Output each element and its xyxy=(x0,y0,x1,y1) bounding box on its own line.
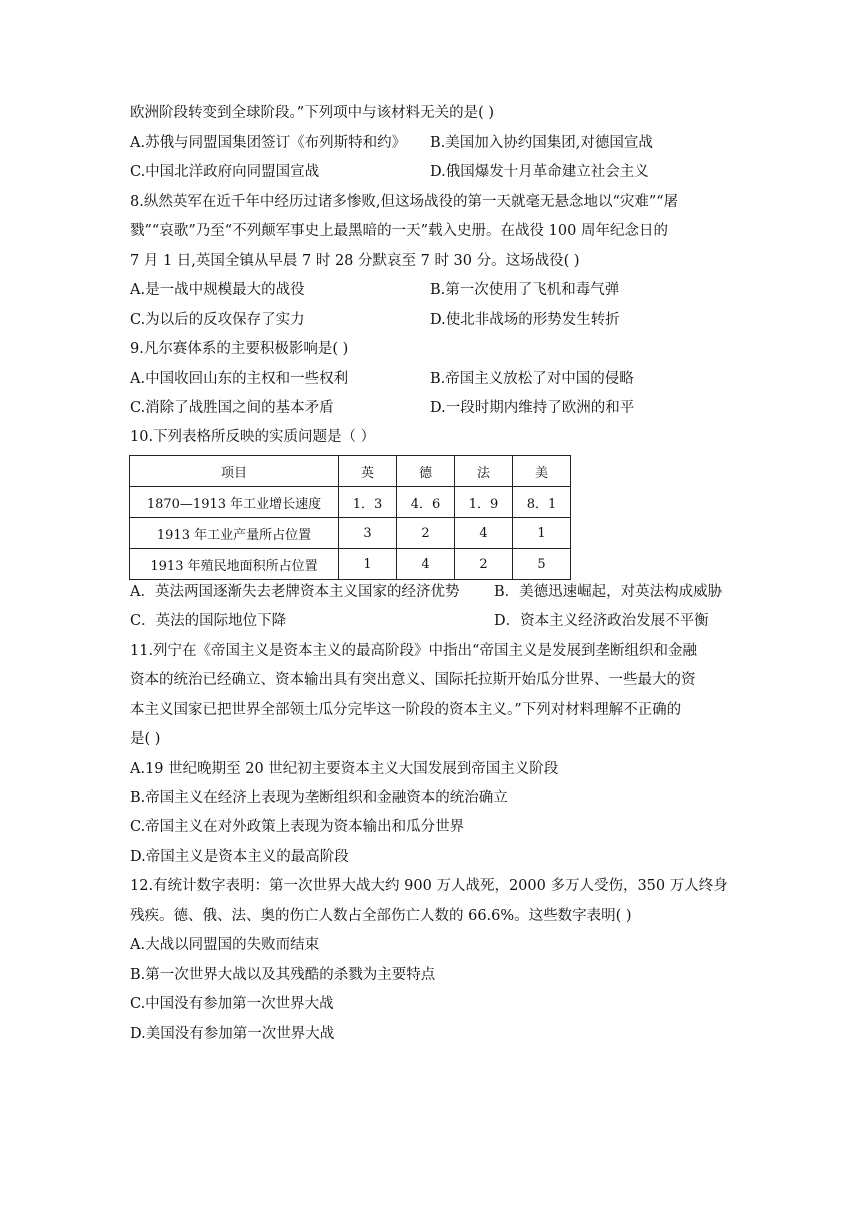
table-header-cell: 项目 xyxy=(130,456,339,487)
table-cell: 4．6 xyxy=(397,487,455,518)
q12-option-b: B.第一次世界大战以及其残酷的杀戮为主要特点 xyxy=(130,967,436,983)
q10-stem: 10.下列表格所反映的实质问题是（ ） xyxy=(130,429,376,445)
q11-stem-line-4: 是( ) xyxy=(130,731,161,747)
q10-option-c: C．英法的国际地位下降 xyxy=(130,613,287,629)
table-row xyxy=(130,518,571,549)
q8-option-c: C.为以后的反攻保存了实力 xyxy=(130,312,305,328)
q8-option-a: A.是一战中规模最大的战役 xyxy=(130,282,305,298)
q9-option-a: A.中国收回山东的主权和一些权利 xyxy=(130,371,349,387)
table-cell: 1913 年工业产量所占位置 xyxy=(130,518,339,549)
table-cell: 3 xyxy=(339,518,397,549)
q11-option-a: A.19 世纪晚期至 20 世纪初主要资本主义大国发展到帝国主义阶段 xyxy=(130,761,559,777)
q9-stem: 9.凡尔赛体系的主要积极影响是( ) xyxy=(130,341,349,357)
q11-stem-line-2: 资本的统治已经确立、资本输出具有突出意义、国际托拉斯开始瓜分世界、一些最大的资 xyxy=(130,672,696,688)
q11-option-c: C.帝国主义在对外政策上表现为资本输出和瓜分世界 xyxy=(130,819,465,835)
table-row xyxy=(130,487,571,518)
q12-option-a: A.大战以同盟国的失败而结束 xyxy=(130,937,320,953)
q8-option-b: B.第一次使用了飞机和毒气弹 xyxy=(430,282,620,298)
table-row xyxy=(130,549,571,580)
table-cell: 1．9 xyxy=(455,487,513,518)
table-header-cell: 美 xyxy=(513,456,571,487)
q12-option-c: C.中国没有参加第一次世界大战 xyxy=(130,996,334,1012)
q9-option-d: D.一段时期内维持了欧洲的和平 xyxy=(430,400,635,416)
q10-option-a: A．英法两国逐渐失去老牌资本主义国家的经济优势 xyxy=(130,584,460,600)
table-header-cell: 德 xyxy=(397,456,455,487)
table-cell: 1870—1913 年工业增长速度 xyxy=(130,487,339,518)
q7-option-c: C.中国北洋政府向同盟国宣战 xyxy=(130,164,320,180)
table-cell: 4 xyxy=(455,518,513,549)
q10-option-d: D．资本主义经济政治发展不平衡 xyxy=(494,613,709,629)
q7-option-d: D.俄国爆发十月革命建立社会主义 xyxy=(430,164,649,180)
q12-option-d: D.美国没有参加第一次世界大战 xyxy=(130,1026,335,1042)
q11-option-d: D.帝国主义是资本主义的最高阶段 xyxy=(130,849,349,865)
table-cell: 4 xyxy=(397,549,455,580)
table-cell: 1．3 xyxy=(339,487,397,518)
q11-stem-line-1: 11.列宁在《帝国主义是资本主义的最高阶段》中指出“帝国主义是发展到垄断组织和金融 xyxy=(130,643,697,659)
q9-option-c: C.消除了战胜国之间的基本矛盾 xyxy=(130,400,334,416)
q12-stem-line-2: 残疾。德、俄、法、奥的伤亡人数占全部伤亡人数的 66.6%。这些数字表明( ) xyxy=(130,908,632,924)
q12-stem-line-1: 12.有统计数字表明：第一次世界大战大约 900 万人战死，2000 多万人受伤，350 万人终身 xyxy=(130,878,728,894)
q10-option-b: B．美德迅速崛起，对英法构成威胁 xyxy=(494,584,723,600)
q8-stem-line-2: 戮”“哀歌”乃至“不列颠军事史上最黑暗的一天”载入史册。在战役 100 周年纪念日的 xyxy=(130,223,668,239)
table-cell: 2 xyxy=(455,549,513,580)
q9-option-b: B.帝国主义放松了对中国的侵略 xyxy=(430,371,634,387)
q8-option-d: D.使北非战场的形势发生转折 xyxy=(430,312,620,328)
q8-stem-line-1: 8.纵然英军在近千年中经历过诸多惨败,但这场战役的第一天就毫无悬念地以“灾难”“屠 xyxy=(130,194,679,210)
q7-stem-tail: 欧洲阶段转变到全球阶段。”下列项中与该材料无关的是( ) xyxy=(130,105,495,121)
table-header-row xyxy=(130,456,571,487)
table-cell: 1913 年殖民地面积所占位置 xyxy=(130,549,339,580)
q8-stem-line-3: 7 月 1 日,英国全镇从早晨 7 时 28 分默哀至 7 时 30 分。这场战役( ) xyxy=(130,253,580,269)
table-header-cell: 法 xyxy=(455,456,513,487)
q7-option-a: A.苏俄与同盟国集团签订《布列斯特和约》 xyxy=(130,135,407,151)
table-cell: 1 xyxy=(513,518,571,549)
industry-colony-table xyxy=(129,455,571,580)
q11-option-b: B.帝国主义在经济上表现为垄断组织和金融资本的统治确立 xyxy=(130,790,508,806)
table-header-cell: 英 xyxy=(339,456,397,487)
q7-option-b: B.美国加入协约国集团,对德国宣战 xyxy=(430,135,653,151)
table-cell: 1 xyxy=(339,549,397,580)
table-cell: 8．1 xyxy=(513,487,571,518)
q11-stem-line-3: 本主义国家已把世界全部领土瓜分完毕这一阶段的资本主义。”下列对材料理解不正确的 xyxy=(130,702,682,718)
table-cell: 5 xyxy=(513,549,571,580)
table-cell: 2 xyxy=(397,518,455,549)
